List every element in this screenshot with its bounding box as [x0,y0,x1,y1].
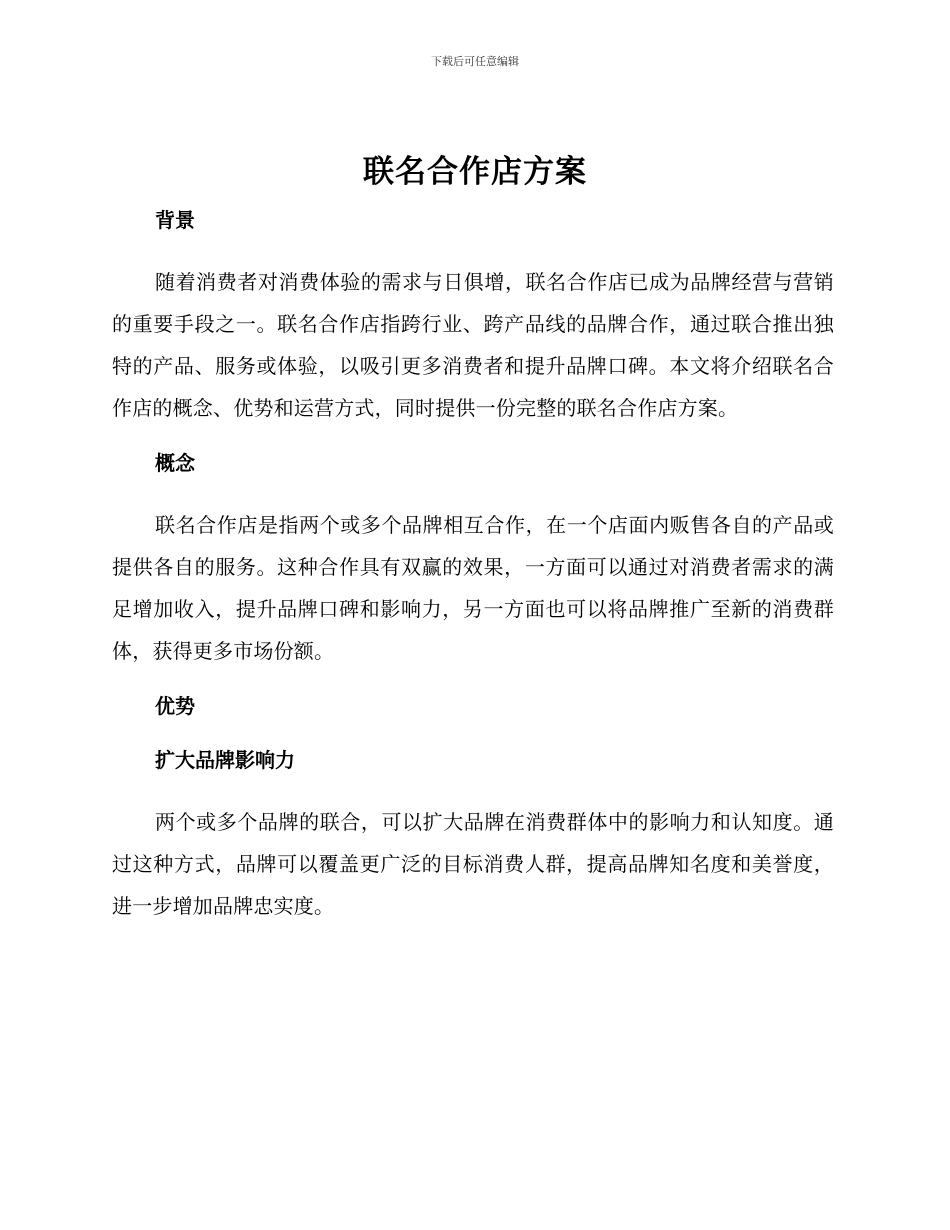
document-title: 联名合作店方案 [363,154,587,190]
section-paragraph-background: 随着消费者对消费体验的需求与日俱增，联名合作店已成为品牌经营与营销的重要手段之一。联名合作店指跨行业、跨产品线的品牌合作，通过联合推出独特的产品、服务或体验，以吸引更多消费者和提升品牌口碑。本文将介绍联名合作店的概念、优势和运营方式，同时提供一份完整的联名合作店方案。 [112,270,834,420]
section-heading-advantages: 优势 [155,694,195,718]
section-paragraph-concept: 联名合作店是指两个或多个品牌相互合作，在一个店面内贩售各自的产品或提供各自的服务。这种合作具有双赢的效果，一方面可以通过对消费者需求的满足增加收入，提升品牌口碑和影响力，另一方面也可以将品牌推广至新的消费群体，获得更多市场份额。 [112,513,834,663]
section-paragraph-brand-influence: 两个或多个品牌的联合，可以扩大品牌在消费群体中的影响力和认知度。通过这种方式，品牌可以覆盖更广泛的目标消费人群，提高品牌知名度和美誉度，进一步增加品牌忠实度。 [112,810,834,918]
section-heading-brand-influence: 扩大品牌影响力 [155,748,295,772]
section-heading-concept: 概念 [155,451,195,475]
header-note: 下载后可任意编辑 [431,55,519,68]
document-body [112,204,834,927]
section-heading-background: 背景 [155,208,195,232]
